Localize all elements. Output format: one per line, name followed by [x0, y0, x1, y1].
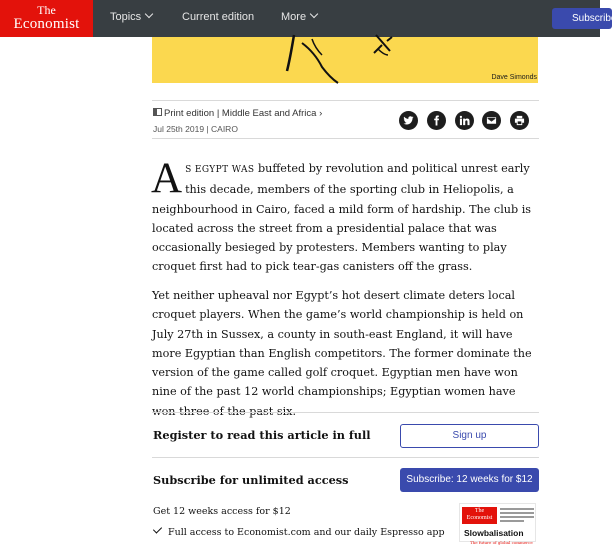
email-icon[interactable]: [482, 111, 501, 130]
divider: [152, 138, 539, 139]
chevron-down-icon: [310, 10, 318, 18]
magazine-logo-the: The: [474, 508, 485, 514]
nav-current-edition[interactable]: [182, 11, 254, 23]
divider: [152, 412, 539, 413]
benefit-item: [153, 527, 445, 538]
magazine-logo-name: Economist: [466, 515, 493, 521]
article-location: CAIRO: [211, 124, 238, 134]
illustration-drawing: [152, 37, 538, 83]
register-prompt: Register to read this article in full: [153, 428, 371, 442]
facebook-icon[interactable]: [427, 111, 446, 130]
subscribe-prompt: Subscribe for unlimited access: [153, 473, 349, 487]
image-credit: Dave Simonds: [491, 74, 537, 81]
logo-the: The: [37, 3, 56, 17]
sign-up-button[interactable]: Sign up: [400, 424, 539, 448]
section-arrow: ›: [319, 108, 323, 119]
chevron-down-icon: [145, 10, 153, 18]
divider: [152, 457, 539, 458]
paragraph-1-text: buffeted by revolution and political unrest early this decade, members of the sporting club in Heliopolis, a neighbourhood in Cairo, faced a mild form of hardship. The club is located across the street from a presidential palace that was occasionally besieged by protesters. Members wanting to play croquet first had to pick tear-gas canisters off the grass.: [152, 162, 532, 274]
nav-more[interactable]: [281, 11, 317, 23]
subscribe-nav-button[interactable]: Subscribe: [552, 8, 612, 29]
subscribe-offer-button[interactable]: Subscribe: 12 weeks for $12: [400, 468, 539, 492]
benefit-text: Full access to Economist.com and our daily Espresso app: [168, 527, 445, 538]
magazine-logo: [462, 507, 497, 524]
offer-text: Get 12 weeks access for $12: [153, 506, 291, 517]
magazine-cover: [459, 503, 536, 545]
linkedin-icon[interactable]: [455, 111, 474, 130]
print-icon[interactable]: [510, 111, 529, 130]
article-dateline: [153, 124, 238, 134]
article-meta: [153, 108, 322, 119]
nav-current-edition-label: Current edition: [182, 11, 255, 23]
logo-name: Economist: [13, 16, 80, 32]
magazine-subtitle: The future of global commerce: [470, 540, 533, 545]
divider: [152, 100, 539, 101]
article-date: Jul 25th 2019: [153, 124, 205, 134]
print-edition-icon: [153, 108, 162, 116]
nav-topics-label: Topics: [110, 11, 142, 23]
economist-logo[interactable]: [0, 0, 93, 37]
top-nav-bar: [0, 0, 616, 37]
article-paragraph-1: [151, 155, 540, 277]
section-link[interactable]: Middle East and Africa: [221, 108, 317, 119]
checkmark-icon: [153, 524, 162, 533]
nav-topics[interactable]: [110, 11, 152, 23]
nav-more-label: More: [281, 11, 307, 23]
article-paragraph-2: Yet neither upheaval nor Egypt’s hot desert climate deters local croquet players. When the game’s world championship is held on July 27th in Sussex, a county in south-east England, it will have more Egyptian than English competitors. The former dominate the version of the game called golf croquet. Egyptian men have won nine of the past 12 world championships; Egyptian women have: [152, 289, 532, 399]
meta-separator: |: [216, 108, 220, 119]
dateline-separator: |: [206, 124, 209, 134]
twitter-icon[interactable]: [399, 111, 418, 130]
hero-illustration: [152, 37, 538, 83]
print-edition-link[interactable]: Print edition: [164, 108, 215, 119]
magazine-headline-lines: [500, 508, 534, 524]
lead-smallcaps: S EGYPT WAS: [185, 165, 255, 175]
magazine-title: Slowbalisation: [464, 528, 524, 538]
drop-cap: A: [151, 155, 183, 202]
